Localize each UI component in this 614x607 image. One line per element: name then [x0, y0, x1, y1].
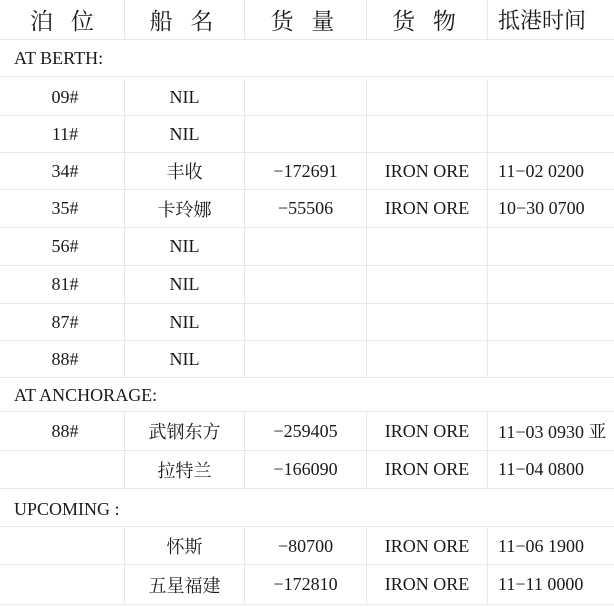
quantity-cell: −80700	[245, 528, 367, 564]
vessel-cell: 怀斯	[125, 528, 245, 564]
section-at-berth: AT BERTH:	[14, 47, 104, 68]
cargo-cell	[367, 341, 488, 377]
eta-cell	[488, 228, 614, 265]
vessel-cell: NIL	[125, 79, 245, 115]
quantity-cell	[245, 266, 367, 303]
quantity-cell	[245, 228, 367, 265]
table-row	[0, 341, 614, 378]
berth-cell: 88#	[6, 412, 125, 450]
eta-cell: 10−30 0700	[498, 198, 585, 218]
table-row	[0, 266, 614, 304]
berth-cell: 34#	[6, 153, 125, 189]
vessel-cell: NIL	[125, 304, 245, 340]
eta-cell	[488, 116, 614, 152]
quantity-cell	[245, 304, 367, 340]
cargo-cell	[367, 116, 488, 152]
eta-cell	[488, 266, 614, 303]
eta-cell	[488, 341, 614, 377]
header-vessel: 船 名	[125, 0, 245, 39]
table-row	[0, 190, 614, 228]
quantity-cell: −259405	[245, 412, 367, 450]
quantity-cell: −172810	[245, 565, 367, 604]
cargo-cell: IRON ORE	[367, 412, 488, 450]
eta-cell	[488, 304, 614, 340]
berth-cell: 09#	[6, 79, 125, 115]
header-eta: 抵港时间	[498, 8, 587, 33]
section-divider	[0, 526, 614, 527]
quantity-cell	[245, 116, 367, 152]
header-cargo: 货 物	[367, 0, 488, 39]
vessel-cell: NIL	[125, 266, 245, 303]
eta-cell	[488, 79, 614, 115]
eta-cell: 11−06 1900	[498, 535, 584, 556]
berth-cell: 35#	[6, 190, 125, 227]
quantity-cell: −172691	[245, 153, 367, 189]
eta-cell: 11−02 0200	[498, 160, 584, 181]
table-row	[0, 304, 614, 341]
table-row	[0, 79, 614, 116]
header-berth: 泊 位	[6, 0, 125, 39]
vessel-cell: NIL	[125, 116, 245, 152]
table-row	[0, 528, 614, 565]
section-upcoming: UPCOMING :	[14, 498, 120, 519]
vessel-cell: 卡玲娜	[125, 190, 245, 227]
vessel-cell: NIL	[125, 341, 245, 377]
cargo-cell: IRON ORE	[367, 451, 488, 488]
cargo-cell: IRON ORE	[367, 565, 488, 604]
cargo-cell: IRON ORE	[367, 153, 488, 189]
eta-cell: 11−04 0800	[498, 459, 584, 479]
table-row	[0, 116, 614, 153]
cargo-cell	[367, 228, 488, 265]
eta-cell: 11−03 0930 亚	[498, 422, 607, 442]
table-row	[0, 153, 614, 190]
quantity-cell	[245, 341, 367, 377]
section-divider	[0, 76, 614, 77]
vessel-cell: 五星福建	[125, 565, 245, 604]
cargo-cell	[367, 79, 488, 115]
vessel-cell: 武钢东方	[125, 412, 245, 450]
berth-cell: 11#	[6, 116, 125, 152]
cargo-cell	[367, 266, 488, 303]
quantity-cell: −55506	[245, 190, 367, 227]
berth-cell: 81#	[6, 266, 125, 303]
vessel-cell: NIL	[125, 228, 245, 265]
berth-cell	[6, 528, 125, 564]
berth-cell	[6, 565, 125, 604]
quantity-cell: −166090	[245, 451, 367, 488]
cargo-cell: IRON ORE	[367, 528, 488, 564]
cargo-cell: IRON ORE	[367, 190, 488, 227]
table-row	[0, 565, 614, 605]
section-at-anchorage: AT ANCHORAGE:	[14, 384, 158, 405]
vessel-cell: 拉特兰	[125, 451, 245, 488]
eta-cell: 11−11 0000	[498, 574, 584, 594]
quantity-cell	[245, 79, 367, 115]
vessel-cell: 丰收	[125, 153, 245, 189]
table-row	[0, 451, 614, 489]
table-row	[0, 228, 614, 266]
berth-cell	[6, 451, 125, 488]
berth-cell: 56#	[6, 228, 125, 265]
berth-cell: 88#	[6, 341, 125, 377]
table-row	[0, 412, 614, 451]
cargo-cell	[367, 304, 488, 340]
berth-cell: 87#	[6, 304, 125, 340]
header-quantity: 货 量	[245, 0, 367, 39]
table-header-row	[0, 0, 614, 40]
